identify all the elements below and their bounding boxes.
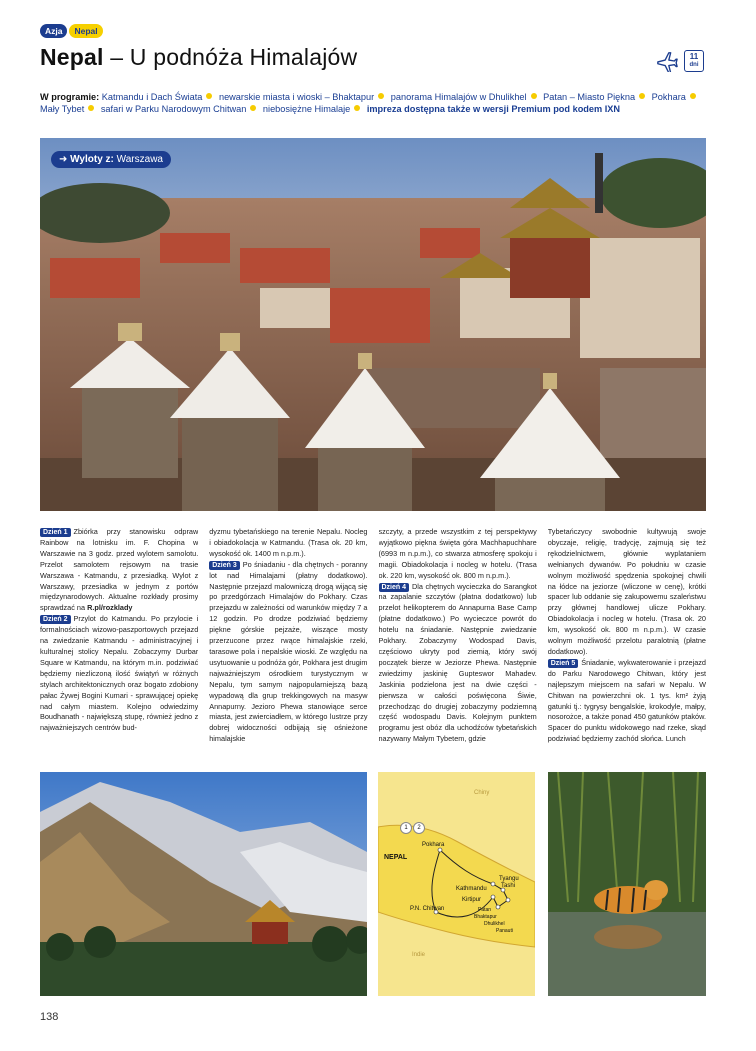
day-text: Przylot do Katmandu. Po przylocie i formalnościach wizowo-paszportowych przejazd na zwiedzanie Katmandu - administracyjnej i kulturalnej stolicy Nepalu. Zobaczymy Durbar Square w Katmandu, na którym m.in. podziwiać będziemy niezliczoną ilość świątyń w różnych stylach architektonicznych oraz bogato zdobiony pałac Żywej Bogini Kumari - sprawującej opiekę nad całym miastem. Kolejno odwiedzimy Boudhanath - największą stupę, również jedno z najważniejszych centrów bud-	[40, 614, 199, 733]
flights-label: Wyloty z:	[70, 154, 114, 165]
trip-icons	[656, 50, 704, 72]
bullet-icon	[206, 93, 212, 99]
region-tag[interactable]: Azja	[40, 24, 67, 38]
flights-city: Warszawa	[116, 154, 163, 165]
flights-badge[interactable]	[51, 151, 171, 168]
text-column-2	[209, 527, 367, 763]
text-column-4	[548, 527, 706, 763]
bullet-icon	[639, 93, 645, 99]
program-lead: W programie:	[40, 92, 100, 102]
day-label: Dzień 3	[209, 561, 240, 570]
day-text: dyzmu tybetańskiego na terenie Nepalu. Nocleg i obiadokolacja w Katmandu. (Trasa ok. 20 km, wysokość ok. 1400 m n.p.m.).	[209, 527, 368, 558]
map-place: Panauti	[496, 928, 513, 934]
title-subtitle: – U podnóża Himalajów	[103, 44, 358, 70]
map-place: Bhaktapur	[474, 914, 497, 920]
days-number: 11	[689, 52, 699, 61]
route-badge: 2	[413, 822, 425, 834]
program-item: panorama Himalajów w Dhulikhel	[390, 92, 527, 102]
day-text: Śniadanie, wykwaterowanie i przejazd do Parku Narodowego Chitwan, który jest najlepszym miejscem na safari w Nepalu. W Chitwan na powierzchni ok. 1 tys. km² żyją gatunki tj.: tygrysy bengalskie, krokodyle, małpy, nosorożce, a także ponad 450 gatunków ptaków. Spacer do punktu widokowego nad rzeke, skąd podziwiać będziemy zachód słońca. Lunch	[547, 657, 706, 744]
day-text: Dla chętnych wycieczka do Sarangkot na zapalanie szczytów (płatna dodatkowo) lub przelot helikopterem do Annapurna Base Camp (płatne dodatkowo.) Po wycieczce powrót do hotelu na śniadanie. Następnie zwiedzanie Pokhary. Zobaczymy Wodospad Davis, częściowo ukryty pod ziemią, który swój początek bierze w Jeziorze Phewa. Następnie zwiedzimy jaskinię Gupteswor Mahadev. Jaskinia podzielona jest na dwie części - pierwsza w całości poświęcona Śiwie, przechodząc do drugiej zobaczymy podziemną część wodospadu Davis. Kolejnym punktem programu jest obóz dla uchodźców tybetańskich nazywany Małym Tybetem, gdzie	[378, 581, 537, 744]
bullet-icon	[690, 93, 696, 99]
program-item: Patan – Miasto Piękna	[543, 92, 636, 102]
itinerary-text	[40, 527, 706, 763]
route-map	[378, 772, 535, 996]
title-country: Nepal	[40, 44, 104, 70]
arrow-right-icon: ➜	[59, 154, 71, 165]
program-item: newarskie miasta i wioski – Bhaktapur	[218, 92, 375, 102]
map-country: NEPAL	[384, 854, 408, 861]
day-label: Dzień 2	[40, 615, 71, 624]
map-place: Kirtipur	[462, 897, 482, 903]
hero-photo-pashupatinath	[40, 138, 706, 511]
page-title	[40, 44, 357, 71]
page-number: 138	[40, 1011, 59, 1023]
tiger-safari-photo	[548, 772, 706, 996]
map-place: Patan	[478, 907, 492, 913]
country-tag[interactable]: Nepal	[69, 24, 102, 38]
map-place: P.N. Chitwan	[410, 906, 445, 912]
program-item: Pokhara	[651, 92, 686, 102]
map-neighbor-south: Indie	[412, 952, 426, 958]
map-place: Tyangu	[499, 876, 519, 882]
program-item: niebosiężne Himalaje	[262, 104, 351, 114]
day-text: szczyty, a przede wszystkim z tej perspektywy wyjątkowo piękna święta góra Machhapuchhare (6993 m n.p.m.), co stwarza atmosferę spokoju i magii. Obiadokolacja i nocleg w hotelu. (Trasa ok. 220 km, wysokość ok. 800 m n.p.m.).	[378, 527, 537, 580]
schedule-link[interactable]: R.pl/rozklady	[87, 603, 133, 613]
mountain-monastery-photo	[40, 772, 367, 996]
map-place: Pokhara	[422, 842, 445, 848]
days-unit: dni	[689, 62, 699, 68]
bullet-icon	[88, 105, 94, 111]
program-summary	[40, 91, 706, 115]
map-place: Tashi	[501, 883, 516, 889]
bullet-icon	[354, 105, 360, 111]
map-neighbor-north: Chiny	[474, 790, 490, 796]
bullet-icon	[378, 93, 384, 99]
bullet-icon	[531, 93, 537, 99]
day-label: Dzień 5	[548, 659, 579, 668]
program-item: Katmandu i Dach Świata	[101, 92, 203, 102]
program-item: Mały Tybet	[40, 104, 85, 114]
text-column-3	[379, 527, 537, 763]
day-label: Dzień 4	[379, 583, 410, 592]
day-label: Dzień 1	[40, 528, 71, 537]
premium-note: impreza dostępna także w wersji Premium pod kodem IXN	[366, 104, 621, 114]
map-place: Dhulikhel	[484, 921, 505, 927]
bullet-icon	[250, 105, 256, 111]
program-item: safari w Parku Narodowym Chitwan	[100, 104, 247, 114]
day-text: Po śniadaniu - dla chętnych - poranny lot nad Himalajami (płatny dodatkowo). Następnie przejazd malowniczą drogą wijącą się po przedgórzach Himalajów do Pokhary. Czas przejazdu w zależności od warunków między 7 a 12 godzin. Po drodze podziwiać będziemy piękne górskie pejzaże, wiszące mosty przerzucone przez rwące himalajskie rzeki, tarasowe pola i nepalskie wioski. Ze względu na usytuowanie u podnóża gór, Pokhara jest drugim najważniejszym ośrodkiem turystycznym w Nepalu, tym samym najpopularniejszą bazą wypadową dla grup trekkingowych na masyw Annapurny. Jezioro Phewa stanowiące serce miasta, jest zwierciadłem, w którego lustrze przy dobrej widoczności odbijają się ośnieżone himalajskie	[209, 559, 368, 744]
day-text: Tybetańczycy swobodnie kultywują swoje obyczaje, religię, tradycję, zajmują się też rękodzielnictwem, głównie wyplataniem wełnianych dywanów. Po południu w czasie wolnym możliwość spędzenia spokojnej chwili na łódce na jeziorze (wliczone w cenę), krótki spacer lub oddanie się zakupowemu szaleństwu przy głównej handlowej ulicze Pokhary. Obiadokolacja i nocleg w hotelu. (Trasa ok. 20 km, wysokość ok. 800 m n.p.m.). W czasie wolnym możliwość przelotu paralotnią (płatne dodatkowo).	[547, 527, 706, 656]
days-badge	[684, 50, 704, 72]
route-badge: 1	[400, 822, 412, 834]
map-place: Kathmandu	[456, 886, 487, 892]
day-text: Zbiórka przy stanowisku odpraw Rainbow na lotnisku im. F. Chopina w Warszawie na 3 godz. przed wylotem samolotu. Przelot samolotem rejsowym na trasie Warszawa - Katmandu, z przesiadką. Wylot z Warszawy, przesiadka w jednym z portów międzynarodowych. Aktualne rozkłady prosimy sprawdzać na	[40, 527, 199, 613]
text-column-1	[40, 527, 198, 763]
breadcrumb-tags	[40, 24, 103, 38]
plane-icon	[656, 50, 678, 72]
